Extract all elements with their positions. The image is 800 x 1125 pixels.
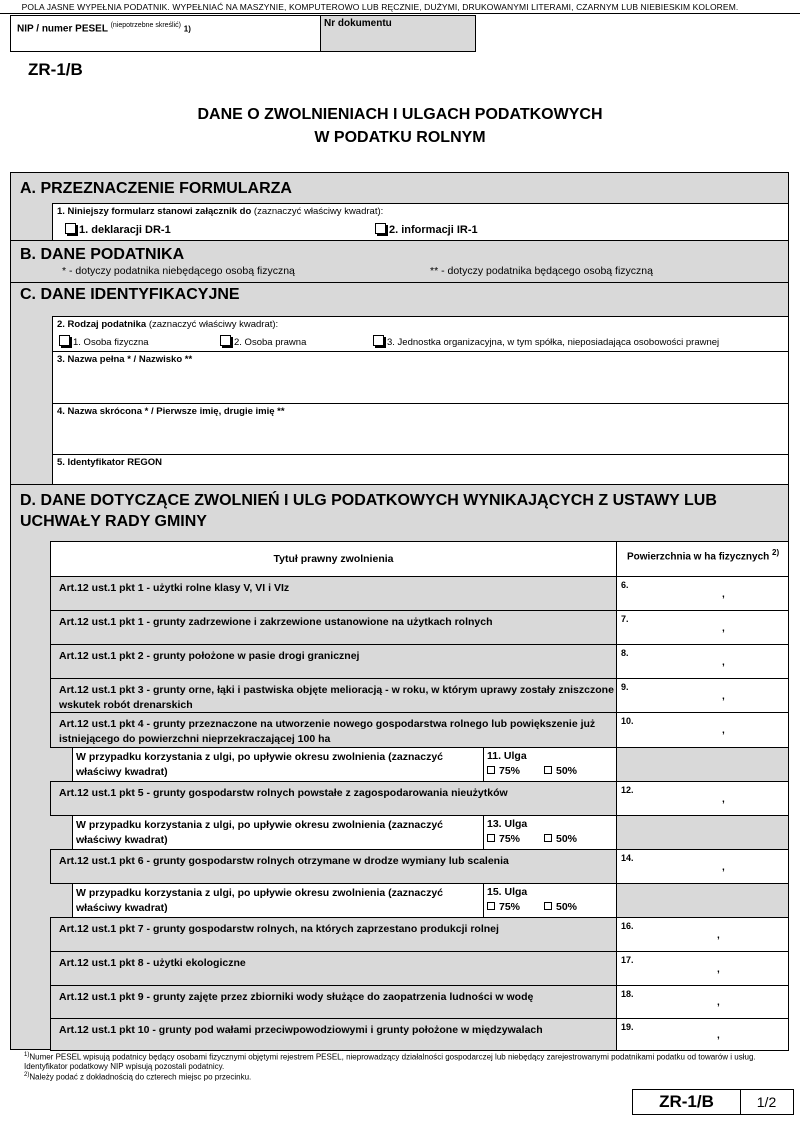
area-field-17[interactable]: 17. , [616,951,789,986]
field-4-short-name[interactable] [52,403,789,455]
area-field-8[interactable]: 8. , [616,644,789,679]
area-field-10[interactable]: 10. , [616,712,789,748]
divider-b-c [10,282,789,283]
section-b-heading: B. DANE PODATNIKA [20,246,185,263]
page-title-line1: DANE O ZWOLNIENIACH I ULGACH PODATKOWYCH [197,106,603,123]
row-title-6: Art.12 ust.1 pkt 1 - użytki rolne klasy V, VI i VIz [50,576,617,611]
section-b-note-1: * - dotyczy podatnika niebędącego osobą fizyczną [62,265,295,277]
field-4-label: 4. Nazwa skrócona * / Pierwsze imię, drugie imię ** [57,406,285,417]
area-field-16[interactable]: 16. , [616,917,789,952]
checkbox-icon[interactable] [487,766,495,774]
top-divider [0,13,800,14]
relief-11-option-75[interactable]: 75% [487,765,520,777]
section-b-note-2: ** - dotyczy podatnika będącego osobą fizyczną [430,265,653,277]
checkbox-icon[interactable] [487,834,495,842]
footer-form-code: ZR-1/B [633,1090,741,1114]
doc-number-label: Nr dokumentu [324,18,392,29]
area-field-18[interactable]: 18. , [616,985,789,1019]
option-natural-person[interactable]: 1. Osoba fizyczna [59,335,149,348]
checkbox-icon[interactable] [544,766,552,774]
checkbox-icon[interactable] [65,223,76,234]
relief-field-11 [483,747,617,782]
footnote-1: $^{1)}$Numer PESEL wpisują podatnicy będący osobami fizycznymi objętymi rejestrem PESEL, nieprowadzący działalności gospodarczej lub niebędący zarejestrowanymi podatnikami podatku od towarów i usług. Identyfikator podatkowy NIP wpisują pozostali podatnicy. [24,1052,756,1071]
relief-label-11: 11. Ulga [487,750,527,762]
col-header-area: Powierzchnia w ha fizycznych $^{2)}$ [616,541,789,577]
field-5-regon[interactable] [52,454,789,485]
field-3-label: 3. Nazwa pełna * / Nazwisko ** [57,354,193,365]
relief-15-option-50[interactable]: 50% [544,901,577,913]
option-organizational-unit[interactable]: 3. Jednostka organizacyjna, w tym spółka, nieposiadająca osobowości prawnej [373,335,719,348]
footnote-2: $^{2)}$Należy podać z dokładnością do czterech miejsc po przecinku. [24,1072,252,1082]
field-5-label: 5. Identyfikator REGON [57,457,163,468]
area-field-6[interactable]: 6. , [616,576,789,611]
checkbox-icon[interactable] [220,335,231,346]
footer-box [632,1089,794,1115]
section-c-heading: C. DANE IDENTYFIKACYJNE [20,286,240,303]
area-field-14[interactable]: 14. , [616,849,789,884]
field-1-label: 1. Niniejszy formularz stanowi załącznik do (zaznaczyć właściwy kwadrat): [57,206,384,217]
relief-field-15 [483,883,617,918]
relief-label-13: 13. Ulga [487,818,528,830]
row-title-8: Art.12 ust.1 pkt 2 - grunty położone w pasie drogi granicznej [50,644,617,679]
row-title-10: Art.12 ust.1 pkt 4 - grunty przeznaczone na utworzenie nowego gospodarstwa rolnego lub powiększenie już istniejącego do powierzchni nieprzekraczającej 100 ha [50,712,617,748]
row-title-12: Art.12 ust.1 pkt 5 - grunty gospodarstw rolnych powstałe z zagospodarowania nieużytków [50,781,617,816]
nip-label: NIP / numer PESEL [17,23,108,35]
col-header-legal-title: Tytuł prawny zwolnienia [50,541,617,577]
top-notice: POLA JASNE WYPEŁNIA PODATNIK. WYPEŁNIAĆ NA MASZYNIE, KOMPUTEROWO LUB RĘCZNIE, DUŻYMI, DRUKOWANYMI LITERAMI, CZARNYM LUB NIEBIESKIM KOLOREM. [21,2,739,12]
checkbox-icon[interactable] [375,223,386,234]
field-1-purpose [52,203,789,241]
relief-13-option-50[interactable]: 50% [544,833,577,845]
checkbox-icon[interactable] [544,834,552,842]
relief-11-option-50[interactable]: 50% [544,765,577,777]
nip-label-group [17,22,191,34]
relief-text-11: W przypadku korzystania z ulgi, po upływie okresu zwolnienia (zaznaczyć właściwy kwadrat) [72,747,484,782]
row-title-18: Art.12 ust.1 pkt 9 - grunty zajęte przez zbiorniki wody służące do zaopatrzenia ludności w wodę [50,985,617,1019]
relief-field-13 [483,815,617,850]
checkbox-icon[interactable] [373,335,384,346]
nip-note: (niepotrzebne skreślić) [110,22,181,29]
row-title-17: Art.12 ust.1 pkt 8 - użytki ekologiczne [50,951,617,986]
row-title-9: Art.12 ust.1 pkt 3 - grunty orne, łąki i pastwiska objęte melioracją - w roku, w którym uprawy zostały zniszczone wskutek robót drenarskich [50,678,617,713]
field-3-full-name[interactable] [52,351,789,404]
area-field-7[interactable]: 7. , [616,610,789,645]
row-title-19: Art.12 ust.1 pkt 10 - grunty pod wałami przeciwpowodziowymi i grunty położone w międzywalach [50,1018,617,1051]
area-field-12[interactable]: 12. , [616,781,789,816]
relief-15-option-75[interactable]: 75% [487,901,520,913]
relief-text-15: W przypadku korzystania z ulgi, po upływie okresu zwolnienia (zaznaczyć właściwy kwadrat) [72,883,484,918]
checkbox-icon[interactable] [487,902,495,910]
relief-label-15: 15. Ulga [487,886,528,898]
form-code: ZR-1/B [28,60,83,79]
checkbox-icon[interactable] [59,335,70,346]
section-d-heading: D. DANE DOTYCZĄCE ZWOLNIEŃ I ULG PODATKOWYCH WYNIKAJĄCYCH Z USTAWY LUB UCHWAŁY RADY GMINY [20,492,717,530]
area-field-9[interactable]: 9. , [616,678,789,713]
option-legal-person[interactable]: 2. Osoba prawna [220,335,306,348]
area-field-19[interactable]: 19. , [616,1018,789,1051]
doc-number-field [320,15,476,52]
page-title-line2: W PODATKU ROLNYM [314,129,486,146]
field-2-taxpayer-type [52,316,789,352]
row-title-16: Art.12 ust.1 pkt 7 - grunty gospodarstw rolnych, na których zaprzestano produkcji rolnej [50,917,617,952]
page-number: 1/2 [756,1094,777,1110]
field-2-label: 2. Rodzaj podatnika (zaznaczyć właściwy kwadrat): [57,319,279,330]
option-ir1[interactable]: 2. informacji IR-1 [375,223,478,236]
nip-field[interactable] [10,15,321,52]
row-title-14: Art.12 ust.1 pkt 6 - grunty gospodarstw rolnych otrzymane w drodze wymiany lub scalenia [50,849,617,884]
checkbox-icon[interactable] [544,902,552,910]
option-dr1[interactable]: 1. deklaracji DR-1 [65,223,171,236]
relief-text-13: W przypadku korzystania z ulgi, po upływie okresu zwolnienia (zaznaczyć właściwy kwadrat) [72,815,484,850]
nip-footnote-ref: 1) [183,24,191,34]
relief-13-option-75[interactable]: 75% [487,833,520,845]
row-title-7: Art.12 ust.1 pkt 1 - grunty zadrzewione i zakrzewione ustanowione na użytkach rolnych [50,610,617,645]
section-a-heading: A. PRZEZNACZENIE FORMULARZA [20,180,292,197]
